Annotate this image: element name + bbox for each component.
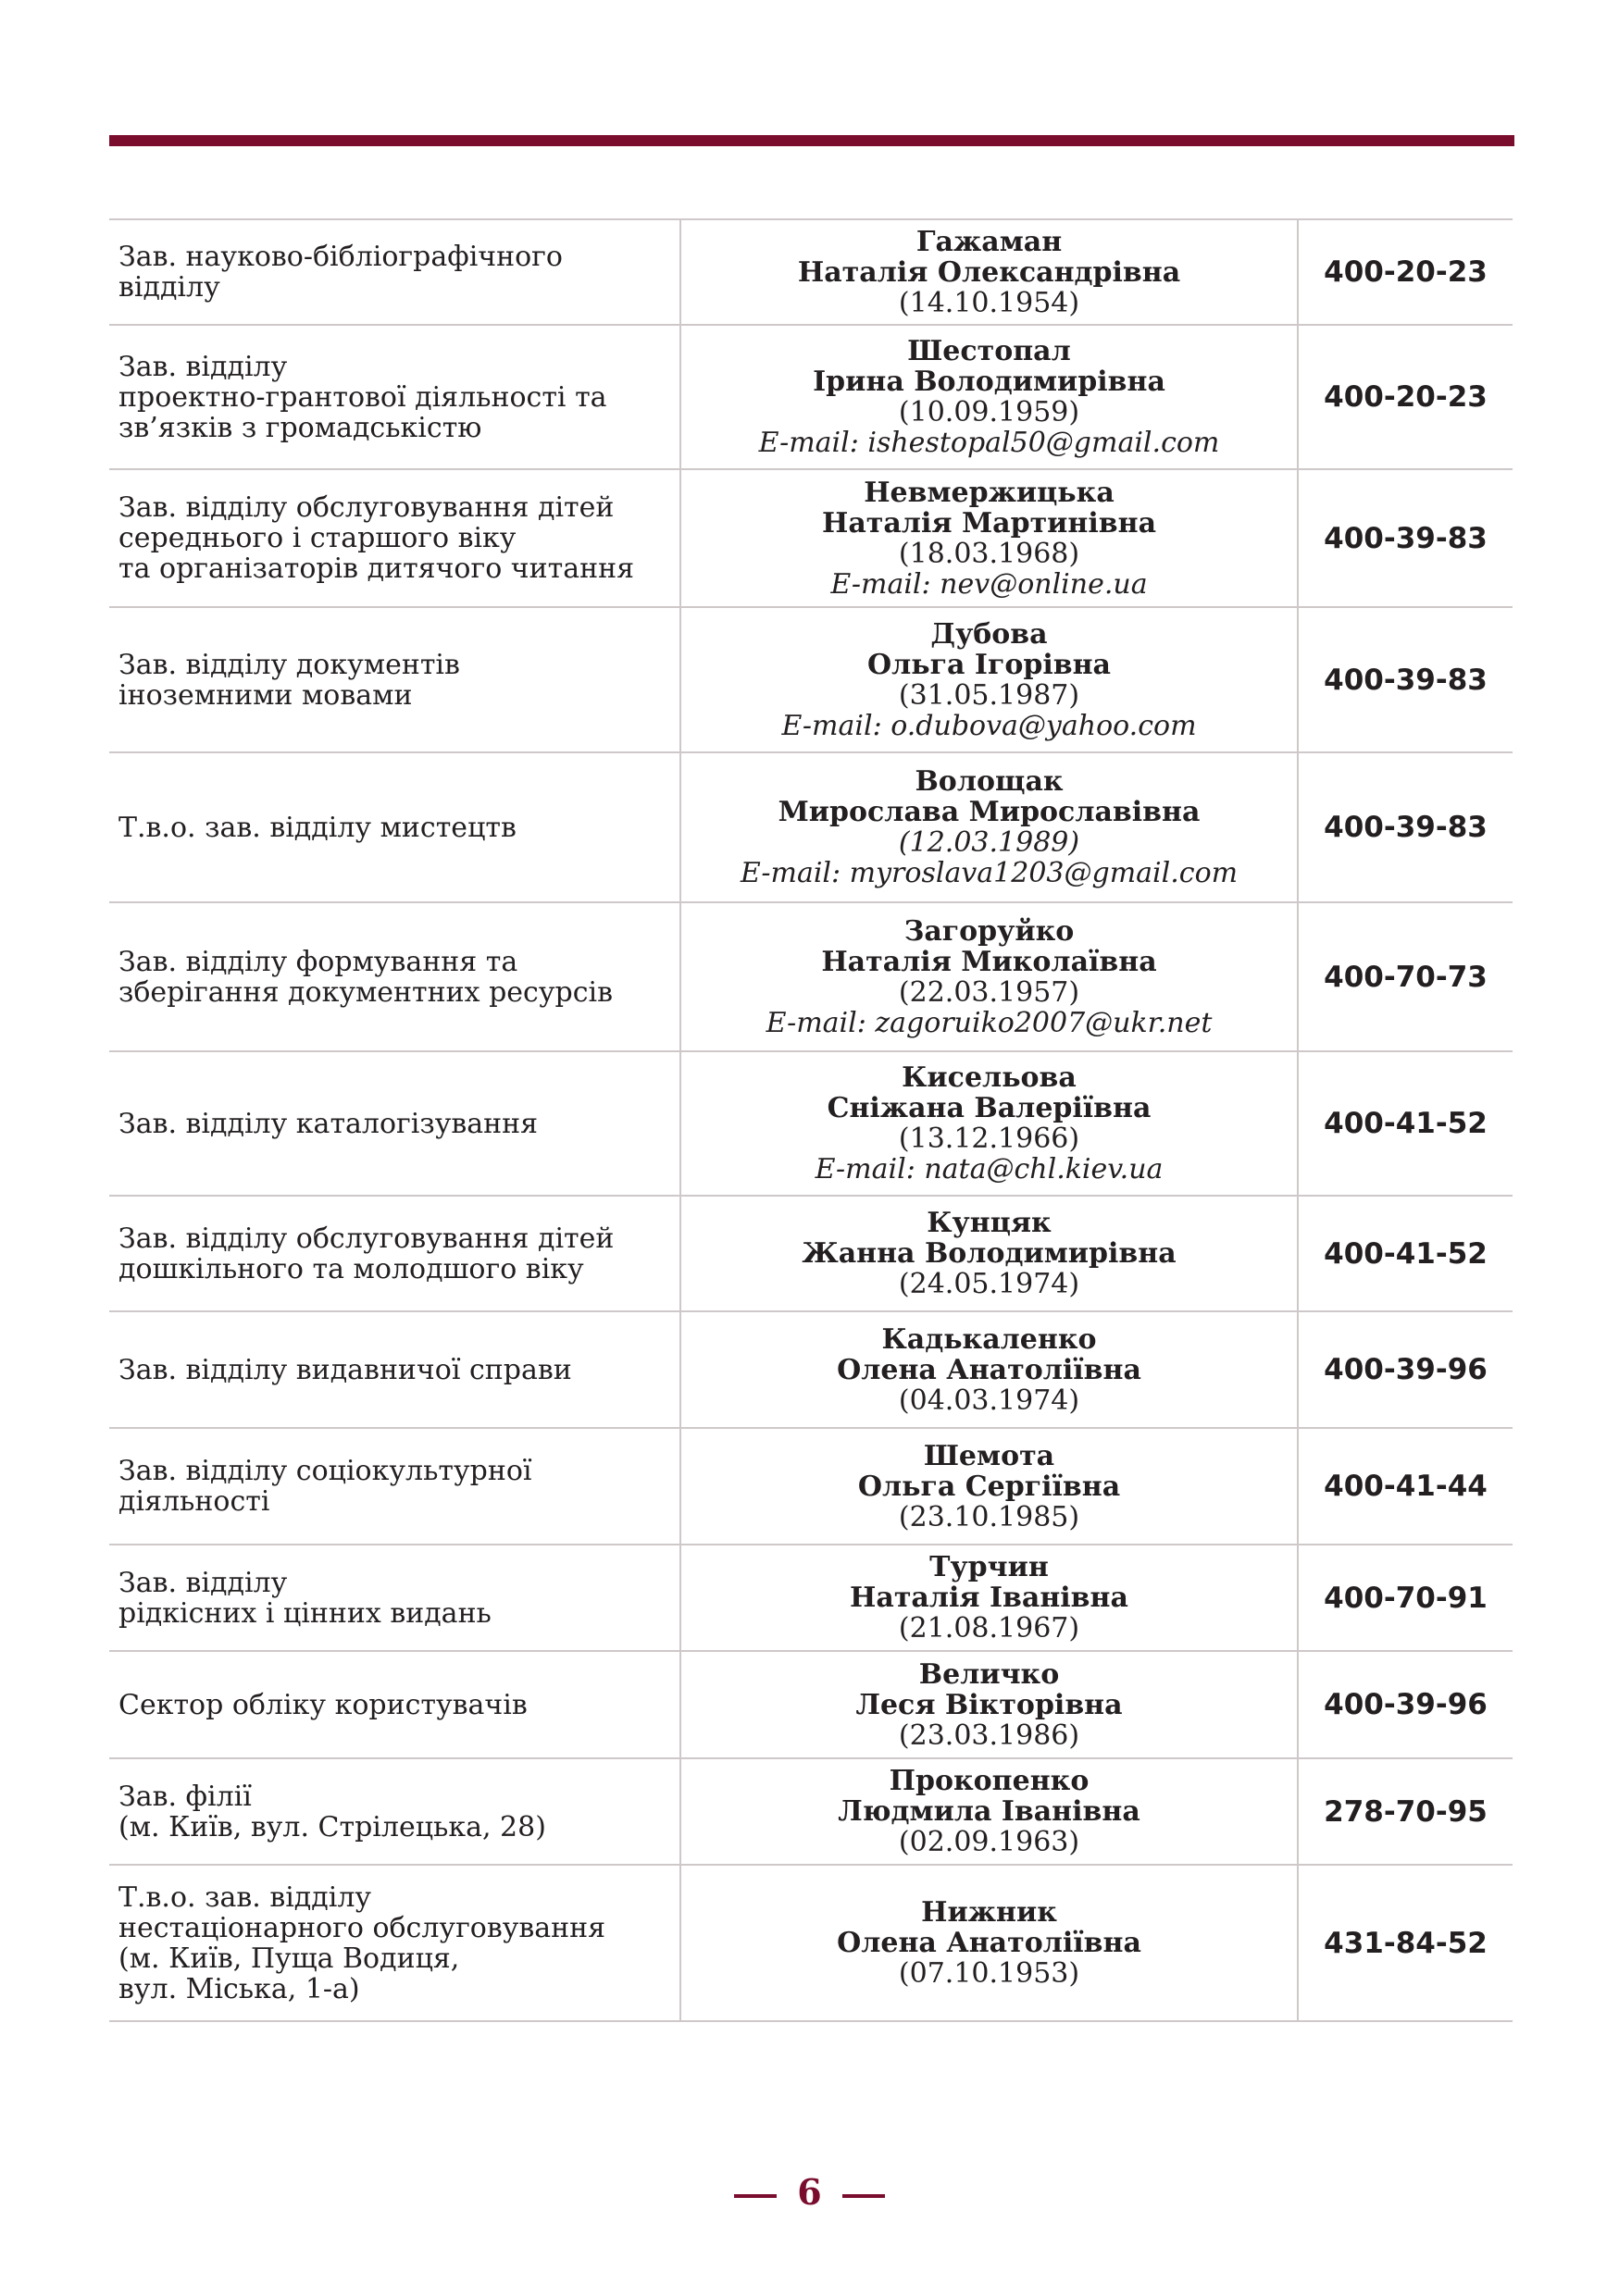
person-cell <box>680 1651 1298 1758</box>
position-line: Сектор обліку користувачів <box>118 1688 528 1721</box>
person-given-name: Наталія Олександрівна <box>797 255 1181 289</box>
person-cell <box>680 325 1298 469</box>
position-cell <box>109 1051 680 1196</box>
position-cell <box>109 1758 680 1865</box>
position-line: відділу <box>118 271 220 304</box>
person-given-name: Леся Вікторівна <box>855 1688 1123 1721</box>
table-row <box>109 1545 1513 1651</box>
position-line: Зав. відділу <box>118 1566 288 1599</box>
phone-cell: 400-41-44 <box>1298 1428 1513 1545</box>
person-birth-date: (23.10.1985) <box>898 1500 1080 1533</box>
person-given-name: Олена Анатоліївна <box>837 1353 1141 1386</box>
position-cell <box>109 1651 680 1758</box>
person-surname: Шестопал <box>907 335 1071 367</box>
person-given-name: Жанна Володимирівна <box>802 1237 1177 1270</box>
table-row <box>109 1651 1513 1758</box>
position-cell <box>109 1428 680 1545</box>
position-cell <box>109 469 680 607</box>
person-cell <box>680 607 1298 752</box>
position-line: та організаторів дитячого читання <box>118 552 635 585</box>
position-line: вул. Міська, 1-а) <box>118 1972 360 2005</box>
person-surname: Кадькаленко <box>881 1322 1097 1356</box>
position-line: Зав. відділу формування та <box>118 945 518 978</box>
person-cell <box>680 1196 1298 1311</box>
position-line: Зав. філії <box>118 1780 252 1813</box>
position-line: Зав. науково-бібліографічного <box>118 241 563 273</box>
position-line: зберігання документних ресурсів <box>118 975 613 1009</box>
person-birth-date: (13.12.1966) <box>898 1123 1080 1155</box>
position-cell <box>109 1865 680 2021</box>
table-row <box>109 1311 1513 1428</box>
person-given-name: Наталія Іванівна <box>850 1582 1128 1614</box>
person-cell <box>680 219 1298 325</box>
person-surname: Шемота <box>923 1439 1055 1472</box>
phone-cell: 400-20-23 <box>1298 325 1513 469</box>
person-surname: Нижник <box>921 1896 1057 1929</box>
person-given-name: Ольга Сергіївна <box>857 1470 1121 1503</box>
table-row <box>109 607 1513 752</box>
person-surname: Кисельова <box>902 1061 1077 1094</box>
position-cell <box>109 1311 680 1428</box>
phone-cell: 400-39-96 <box>1298 1311 1513 1428</box>
person-cell <box>680 902 1298 1051</box>
position-line: Зав. відділу каталогізування <box>118 1107 539 1140</box>
person-surname: Прокопенко <box>889 1765 1090 1797</box>
person-birth-date: (18.03.1968) <box>898 537 1080 570</box>
table-row <box>109 469 1513 607</box>
person-cell <box>680 1311 1298 1428</box>
person-cell <box>680 752 1298 902</box>
phone-cell: 400-39-83 <box>1298 469 1513 607</box>
table-row <box>109 1196 1513 1311</box>
person-birth-date: (02.09.1963) <box>898 1826 1080 1858</box>
person-birth-date: (24.05.1974) <box>898 1268 1080 1300</box>
position-line: Зав. відділу обслуговування дітей <box>118 1222 615 1255</box>
person-birth-date: (04.03.1974) <box>898 1384 1080 1417</box>
table-row <box>109 902 1513 1051</box>
position-line: Т.в.о. зав. відділу мистецтв <box>118 811 517 844</box>
person-birth-date: (14.10.1954) <box>898 286 1080 319</box>
position-line: дошкільного та молодшого віку <box>118 1252 584 1285</box>
person-surname: Загоруйко <box>903 914 1075 948</box>
position-line: проектно-грантової діяльності та <box>118 380 607 414</box>
position-cell <box>109 1196 680 1311</box>
person-email: E-mail: myroslava1203@gmail.com <box>740 857 1239 889</box>
phone-cell: 400-39-96 <box>1298 1651 1513 1758</box>
table-row <box>109 325 1513 469</box>
position-line: Зав. відділу соціокультурної <box>118 1455 532 1487</box>
person-given-name: Мирослава Мирославівна <box>778 796 1201 828</box>
position-line: Зав. відділу документів <box>118 648 460 681</box>
person-surname: Турчин <box>929 1551 1049 1583</box>
person-given-name: Наталія Мартинівна <box>821 506 1157 540</box>
position-line: Зав. відділу обслуговування дітей <box>118 491 615 524</box>
person-email: E-mail: ishestopal50@gmail.com <box>758 427 1220 459</box>
person-birth-date: (12.03.1989) <box>898 826 1080 859</box>
person-birth-date: (10.09.1959) <box>898 396 1080 428</box>
phone-cell: 400-70-73 <box>1298 902 1513 1051</box>
person-given-name: Сніжана Валеріївна <box>827 1092 1152 1124</box>
page-footer <box>0 2171 1619 2213</box>
position-line: нестаціонарного обслуговування <box>118 1911 606 1944</box>
position-cell <box>109 752 680 902</box>
position-cell <box>109 902 680 1051</box>
staff-contacts-table <box>109 218 1513 2022</box>
person-surname: Кунцяк <box>927 1207 1052 1239</box>
person-birth-date: (23.03.1986) <box>898 1719 1080 1752</box>
person-birth-date: (07.10.1953) <box>898 1957 1080 1990</box>
person-given-name: Людмила Іванівна <box>838 1795 1140 1828</box>
person-surname: Дубова <box>930 617 1048 651</box>
position-line: середнього і старшого віку <box>118 522 517 554</box>
position-line: (м. Київ, вул. Стрілецька, 28) <box>118 1810 546 1843</box>
phone-cell: 431-84-52 <box>1298 1865 1513 2021</box>
person-surname: Величко <box>918 1657 1060 1691</box>
position-cell <box>109 1545 680 1651</box>
table-row <box>109 1865 1513 2021</box>
phone-cell: 400-41-52 <box>1298 1051 1513 1196</box>
position-line: Зав. відділу видавничої справи <box>118 1353 572 1386</box>
person-given-name: Наталія Миколаївна <box>821 945 1157 978</box>
phone-cell: 400-20-23 <box>1298 219 1513 325</box>
position-line: рідкісних і цінних видань <box>118 1596 492 1630</box>
phone-cell: 278-70-95 <box>1298 1758 1513 1865</box>
phone-cell: 400-41-52 <box>1298 1196 1513 1311</box>
header-rule <box>109 135 1514 146</box>
position-cell <box>109 607 680 752</box>
person-birth-date: (31.05.1987) <box>898 678 1080 712</box>
position-cell <box>109 325 680 469</box>
person-surname: Невмержицька <box>864 476 1115 509</box>
person-surname: Гажаман <box>915 225 1063 258</box>
person-email: E-mail: zagoruiko2007@ukr.net <box>766 1006 1213 1039</box>
person-surname: Волощак <box>915 765 1064 798</box>
table-row <box>109 219 1513 325</box>
person-given-name: Ірина Володимирівна <box>813 366 1165 398</box>
position-line: (м. Київ, Пуща Водиця, <box>118 1942 460 1975</box>
position-line: зв’язків з громадськістю <box>118 411 482 444</box>
footer-dash-right <box>842 2194 885 2198</box>
position-cell <box>109 219 680 325</box>
position-line: діяльності <box>118 1485 270 1518</box>
person-cell <box>680 1758 1298 1865</box>
person-cell <box>680 1428 1298 1545</box>
person-cell <box>680 469 1298 607</box>
person-email: E-mail: nev@online.ua <box>830 567 1148 601</box>
position-line: Зав. відділу <box>118 350 288 383</box>
footer-dash-left <box>734 2194 777 2198</box>
table-row <box>109 1758 1513 1865</box>
person-cell <box>680 1865 1298 2021</box>
person-email: E-mail: nata@chl.kiev.ua <box>815 1153 1164 1185</box>
person-email: E-mail: o.dubova@yahoo.com <box>781 709 1197 742</box>
person-given-name: Ольга Ігорівна <box>867 648 1111 681</box>
person-cell <box>680 1545 1298 1651</box>
person-birth-date: (21.08.1967) <box>898 1612 1080 1644</box>
position-line: Т.в.о. зав. відділу <box>118 1880 372 1914</box>
page-number: 6 <box>797 2171 822 2213</box>
position-line: іноземними мовами <box>118 678 413 712</box>
table-row <box>109 752 1513 902</box>
phone-cell: 400-39-83 <box>1298 752 1513 902</box>
person-cell <box>680 1051 1298 1196</box>
table-row <box>109 1051 1513 1196</box>
table-row <box>109 1428 1513 1545</box>
person-birth-date: (22.03.1957) <box>898 975 1080 1009</box>
phone-cell: 400-39-83 <box>1298 607 1513 752</box>
person-given-name: Олена Анатоліївна <box>837 1927 1141 1959</box>
phone-cell: 400-70-91 <box>1298 1545 1513 1651</box>
